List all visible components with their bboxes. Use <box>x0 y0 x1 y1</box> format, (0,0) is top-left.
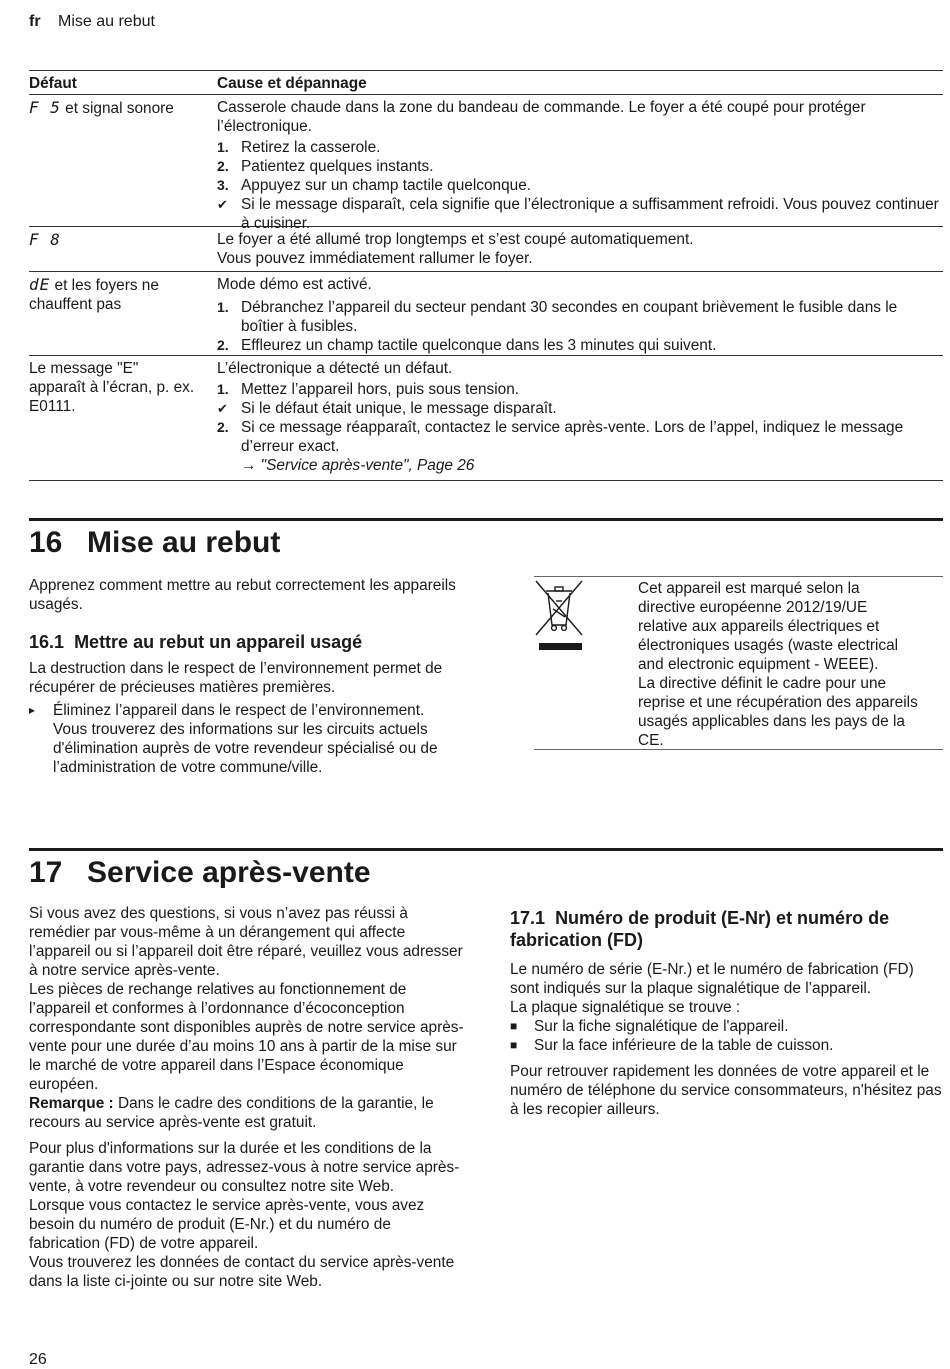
step-number: 2. <box>217 419 229 435</box>
fault-text: et signal sonore <box>60 100 174 117</box>
paragraph: Vous trouverez les données de contact du service après-vente dans la liste ci-jointe ou sur notre site Web. <box>29 1254 455 1290</box>
paragraph: La destruction dans le respect de l’environnement permet de récupérer de précieuses matières premières. <box>29 660 443 696</box>
subsection-title: Mettre au rebut un appareil usagé <box>74 632 363 652</box>
subsection-title: Numéro de produit (E-Nr) et numéro de fabrication (FD) <box>510 908 890 950</box>
triangle-bullet-icon: ▸ <box>29 703 36 717</box>
section-rule <box>29 848 943 851</box>
paragraph: Pour retrouver rapidement les données de votre appareil et le numéro de téléphone du service consommateurs, n'hésitez pas à les recopier ailleurs. <box>510 1063 942 1118</box>
step-text: Si ce message réapparaît, contactez le service après-vente. Lors de l’appel, indiquez le message d’erreur exact. <box>241 419 904 455</box>
square-bullet-icon: ■ <box>510 1038 518 1052</box>
section-heading-17 <box>29 855 371 891</box>
step-item <box>217 176 943 195</box>
step-number: 2. <box>217 158 229 174</box>
square-bullet-icon: ■ <box>510 1019 518 1033</box>
section-16-left-column <box>29 576 459 777</box>
table-row <box>29 272 943 356</box>
list-item <box>510 1017 943 1036</box>
section-17-right-column <box>510 907 943 1119</box>
step-text: Appuyez sur un champ tactile quelconque. <box>241 177 532 194</box>
table-row <box>29 95 943 232</box>
fault-cell <box>29 98 217 223</box>
step-number: 3. <box>217 177 229 193</box>
cause-cell <box>217 230 943 268</box>
subsection-number: 16.1 <box>29 632 65 652</box>
action-detail: Vous trouverez des informations sur les circuits actuels d'élimination auprès de votre revendeur spécialisé ou de l’administration de votre commune/ville. <box>53 721 438 776</box>
table-row <box>29 227 943 272</box>
step-text: Effleurez un champ tactile quelconque dans les 3 minutes qui suivent. <box>241 337 717 354</box>
fault-table <box>29 70 943 481</box>
note-label: Remarque : <box>29 1095 114 1112</box>
cause-text: Le foyer a été allumé trop longtemps et s’est coupé automatiquement. <box>217 231 694 248</box>
list-item-text: Sur la fiche signalétique de l'appareil. <box>534 1018 789 1035</box>
step-item <box>217 399 943 418</box>
section-title: Mise au rebut <box>87 526 281 559</box>
cause-cell <box>217 359 943 477</box>
paragraph: Le numéro de série (E-Nr.) et le numéro de fabrication (FD) sont indiqués sur la plaque signalétique de l’appareil. <box>510 961 914 997</box>
fault-cell <box>29 275 217 352</box>
cause-text: Vous pouvez immédiatement rallumer le foyer. <box>217 250 533 267</box>
paragraph: Si vous avez des questions, si vous n’avez pas réussi à remédier par vous-même à un dérangement qui affecte l’appareil ou si l’appareil doit être réparé, veuillez vous adresser à notre service après-vente. <box>29 905 463 979</box>
step-item <box>217 380 943 399</box>
fault-cell <box>29 230 217 268</box>
step-number: 2. <box>217 337 229 353</box>
running-header-title: Mise au rebut <box>58 13 155 30</box>
paragraph: Les pièces de rechange relatives au fonctionnement de l’appareil et conformes à l’ordonnance d’écoconception correspondante sont disponibles auprès de notre service après-vente pour une durée d’au moins 10 ans à partir de la mise sur le marché de votre appareil dans l’Espace économique européen. <box>29 981 464 1093</box>
weee-text <box>638 579 920 750</box>
table-header <box>29 71 943 95</box>
fault-text: et les foyers ne chauffent pas <box>29 277 159 313</box>
list-item <box>510 1036 943 1055</box>
checkmark-icon: ✔ <box>217 197 228 212</box>
table-row <box>29 356 943 481</box>
intro-paragraph: Apprenez comment mettre au rebut correctement les appareils usagés. <box>29 577 456 613</box>
step-item <box>217 157 943 176</box>
subsection-heading-17-1 <box>510 907 943 951</box>
step-text: Si le défaut était unique, le message disparaît. <box>241 400 557 417</box>
action-item <box>29 701 439 777</box>
checkmark-icon: ✔ <box>217 401 228 416</box>
step-number: 1. <box>217 381 229 397</box>
step-text: Patientez quelques instants. <box>241 158 434 175</box>
subsection-heading-16-1 <box>29 631 459 653</box>
paragraph: Lorsque vous contactez le service après-vente, vous avez besoin du numéro de produit (E-Nr.) et du numéro de fabrication (FD) de votre appareil. <box>29 1197 425 1252</box>
section-number: 17 <box>29 856 63 889</box>
step-number: 1. <box>217 139 229 155</box>
column-header-cause: Cause et dépannage <box>217 75 367 92</box>
language-code: fr <box>29 13 41 30</box>
section-number: 16 <box>29 526 63 559</box>
paragraph: Pour plus d'informations sur la durée et les conditions de la garantie dans votre pays, adressez-vous à notre service après-vente, à votre revendeur ou consultez notre site Web. <box>29 1140 460 1195</box>
step-item <box>217 138 943 157</box>
step-text: Si le message disparaît, cela signifie que l’électronique a suffisamment refroidi. Vous pouvez continuer à cuisiner. <box>241 196 939 232</box>
display-code: F 5 <box>29 98 61 117</box>
step-text: Mettez l’appareil hors, puis sous tension. <box>241 381 520 398</box>
fault-cell <box>29 359 217 477</box>
cause-text: L’électronique a détecté un défaut. <box>217 360 453 377</box>
weee-paragraph: La directive définit le cadre pour une reprise et une récupération des appareils usagés applicables dans les pays de la CE. <box>638 675 918 749</box>
cross-reference-link[interactable]: → "Service après-vente", Page 26 <box>241 457 475 474</box>
section-rule <box>29 518 943 521</box>
cause-text: Casserole chaude dans la zone du bandeau de commande. Le foyer a été coupé pour protéger l’électronique. <box>217 99 866 135</box>
action-text: Éliminez l’appareil dans le respect de l’environnement. <box>53 702 425 719</box>
display-code: dE <box>29 275 51 294</box>
cause-text: Mode démo est activé. <box>217 276 372 293</box>
note-text: Dans le cadre des conditions de la garantie, le recours au service après-vente est gratuit. <box>29 1095 434 1131</box>
note-paragraph <box>29 1094 465 1132</box>
weee-paragraph: Cet appareil est marqué selon la directive européenne 2012/19/UE relative aux appareils électriques et électroniques usagés (waste electrical and electronic equipment - WEEE). <box>638 580 899 673</box>
step-text: Retirez la casserole. <box>241 139 381 156</box>
section-heading-16 <box>29 525 280 561</box>
step-item <box>217 336 943 355</box>
cause-cell <box>217 98 943 232</box>
subsection-number: 17.1 <box>510 908 546 928</box>
section-title: Service après-vente <box>87 856 371 889</box>
step-item <box>217 195 943 233</box>
step-number: 1. <box>217 299 229 315</box>
step-item <box>217 298 943 336</box>
list-item-text: Sur la face inférieure de la table de cuisson. <box>534 1037 834 1054</box>
section-17-left-column <box>29 904 465 1291</box>
fault-text: Le message "E" apparaît à l’écran, p. ex. E0111. <box>29 360 195 415</box>
cause-cell <box>217 275 943 352</box>
step-item <box>217 418 943 456</box>
weee-notice <box>534 576 943 750</box>
crossed-out-bin-icon <box>534 579 584 655</box>
step-text: Débranchez l’appareil du secteur pendant 30 secondes en coupant brièvement le fusible dans le boîtier à fusibles. <box>241 299 898 335</box>
page-number: 26 <box>29 1351 47 1368</box>
paragraph: La plaque signalétique se trouve : <box>510 999 741 1016</box>
display-code: F 8 <box>29 230 61 249</box>
column-header-fault: Défaut <box>29 75 77 92</box>
